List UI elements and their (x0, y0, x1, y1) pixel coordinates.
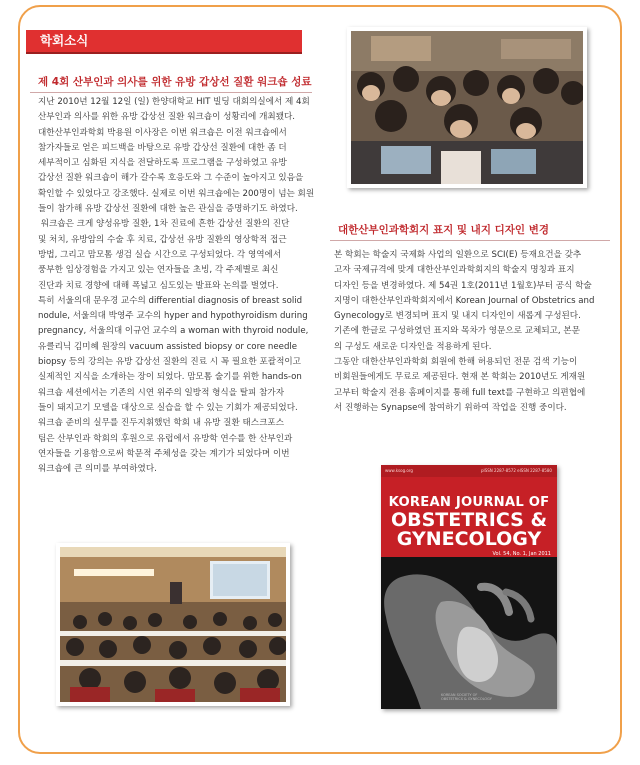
article1-line: 유클리닉 김미혜 원장의 vacuum assisted biopsy or core needle (38, 341, 298, 352)
hands-photo (381, 557, 557, 709)
article2-heading: 대한산부인과학회지 표지 및 내지 디자인 변경 (338, 224, 549, 236)
article2-line: 그동안 대한산부인과학회 회원에 한해 허용되던 전문 검색 기능이 (334, 357, 578, 368)
cover-volume: Vol. 54, No. 1, Jan 2011 (492, 551, 551, 557)
article1-line: 진단과 치료 경향에 대해 폭넓고 심도있는 발표와 논의를 벌였다. (38, 280, 279, 291)
article1-line: 대한산부인과학회 박용원 이사장은 이번 워크숍은 이전 워크숍에서 (38, 127, 287, 138)
article1-body (38, 95, 315, 477)
article1-line: 워크숍 세션에서는 기존의 시연 위주의 일방적 형식을 탈피 참가자 (38, 387, 284, 398)
article1-heading: 제 4회 산부인과 의사를 위한 유방 갑상선 질환 워크숍 성료 (38, 76, 312, 88)
article2-line: 디자인 등을 변경하였다. 제 54권 1호(2011년 1월호)부터 공식 학술 (334, 280, 592, 291)
article1-line: 연자들을 기용함으로써 학문적 주체성을 갖는 계기가 되었다며 이번 (38, 448, 290, 459)
cover-society: KOREAN SOCIETY OF OBSTETRICS & GYNECOLOGY (441, 693, 492, 701)
article2-line: 본 학회는 학술지 국제화 사업의 일환으로 SCI(E) 등재요건을 갖추 (334, 250, 582, 260)
article2-rule (330, 240, 610, 241)
cover-title-line3: GYNECOLOGY (396, 528, 542, 550)
article1-line: pregnancy, 서울의대 이규언 교수의 a woman with thyroid nodule, (38, 326, 309, 337)
article1-line: biopsy 등의 강의는 유방 갑상선 질환의 진료 시 꼭 필요한 포괄적이고 (38, 357, 301, 368)
article1-line: 워크숍에 큰 의미를 부여하였다. (38, 464, 157, 475)
article1-line: nodule, 서울의대 박영주 교수의 hyper and hypothyroidism during (38, 311, 308, 322)
article1-line: 갑상선 질환 워크숍이 해가 갈수록 호응도와 그 수준이 높아지고 있음을 (38, 173, 304, 184)
cover-issn: pISSN 2287-8572 eISSN 2287-8580 (481, 468, 552, 473)
article2-line: 고자 국제규격에 맞게 대한산부인과학회지의 학술지 명칭과 표지 (334, 265, 575, 276)
article2-line: 의 구성도 새로운 디자인을 적용하게 된다. (334, 341, 492, 352)
article1-line: 세부적이고 심화된 지식을 전달하도록 프로그램을 구성하였고 유방 (38, 158, 287, 169)
article1-line: 지난 2010년 12월 12일 (일) 한양대학교 HIT 빌딩 대회의실에서 제 4회 (38, 97, 310, 107)
section-title-shadow (26, 52, 302, 54)
article1-line: 풍부한 임상경험을 가지고 있는 연자들을 초빙, 각 주제별로 최신 (38, 265, 279, 276)
article1-line: 산부인과 의사를 위한 유방 갑상선 질환 워크숍이 성황리에 개최됐다. (38, 112, 296, 123)
article1-line: 워크숍은 크게 양성유방 질환, 1차 진료에 흔한 갑상선 질환의 진단 (38, 219, 290, 230)
workshop-hands-on-photo (347, 27, 587, 188)
article2-line: 서 진행하는 Synapse에 참여하기 위하여 작업을 진행 중이다. (334, 402, 567, 413)
article1-line: 및 처치, 유방암의 수술 후 치료, 갑상선 유방 질환의 영상학적 접근 (38, 234, 287, 245)
article2-line: 지명이 대한산부인과학회지에서 Korean Journal of Obstetrics and (334, 295, 595, 306)
article1-line: 들이 돼지고기 모델을 대상으로 실습을 할 수 있는 기회가 제공되었다. (38, 402, 298, 413)
article2-line: 고부터 학술지 전용 홈페이지를 통해 full text를 구현하고 의편협에 (334, 387, 586, 398)
article1-line: 팀은 산부인과 학회의 후원으로 유럽에서 유방학 연수를 한 산부인과 (38, 433, 293, 444)
article1-rule (30, 92, 312, 93)
article1-line: 특히 서울의대 문우경 교수의 differential diagnosis of breast solid (38, 295, 303, 306)
article2-line: 비회원들에게도 무료로 제공된다. 현재 본 학회는 2010년도 게재원 (334, 372, 586, 383)
article2-line: 기존에 한글로 구성하였던 표지와 목차가 영문으로 교체되고, 본문 (334, 326, 580, 337)
cover-url: www.ksog.org (385, 468, 413, 473)
article2-body (334, 248, 610, 416)
article1-line: 실제적인 지식을 소개하는 장이 되었다. 맘모톰 술기를 위한 hands-on (38, 372, 302, 383)
cover-title-line2: OBSTETRICS & (390, 509, 548, 531)
article1-line: 들이 참가해 유방 갑상선 질환에 대한 높은 관심을 증명하기도 하였다. (38, 204, 298, 215)
cover-title-line1: KOREAN JOURNAL OF (388, 495, 550, 510)
article1-line: 확인할 수 있었다고 강조했다. 실제로 이번 워크숍에는 200명이 넘는 회원 (38, 188, 315, 199)
journal-cover (381, 465, 557, 709)
article1-line: 방법, 그리고 맘모톰 생검 실습 시간으로 구성되었다. 각 영역에서 (38, 249, 282, 260)
article2-line: Gynecology로 변경되며 표지 및 내지 디자인이 새롭게 구성된다. (334, 311, 581, 322)
section-title: 학회소식 (26, 30, 302, 52)
article1-line: 참가자들로 얻은 피드백을 바탕으로 유방 갑상선 질환에 대한 좀 더 (38, 142, 287, 153)
article1-line: 워크숍 준비의 실무를 진두지휘했던 학회 내 유방 질환 태스크포스 (38, 418, 284, 429)
workshop-auditorium-photo (56, 543, 290, 706)
